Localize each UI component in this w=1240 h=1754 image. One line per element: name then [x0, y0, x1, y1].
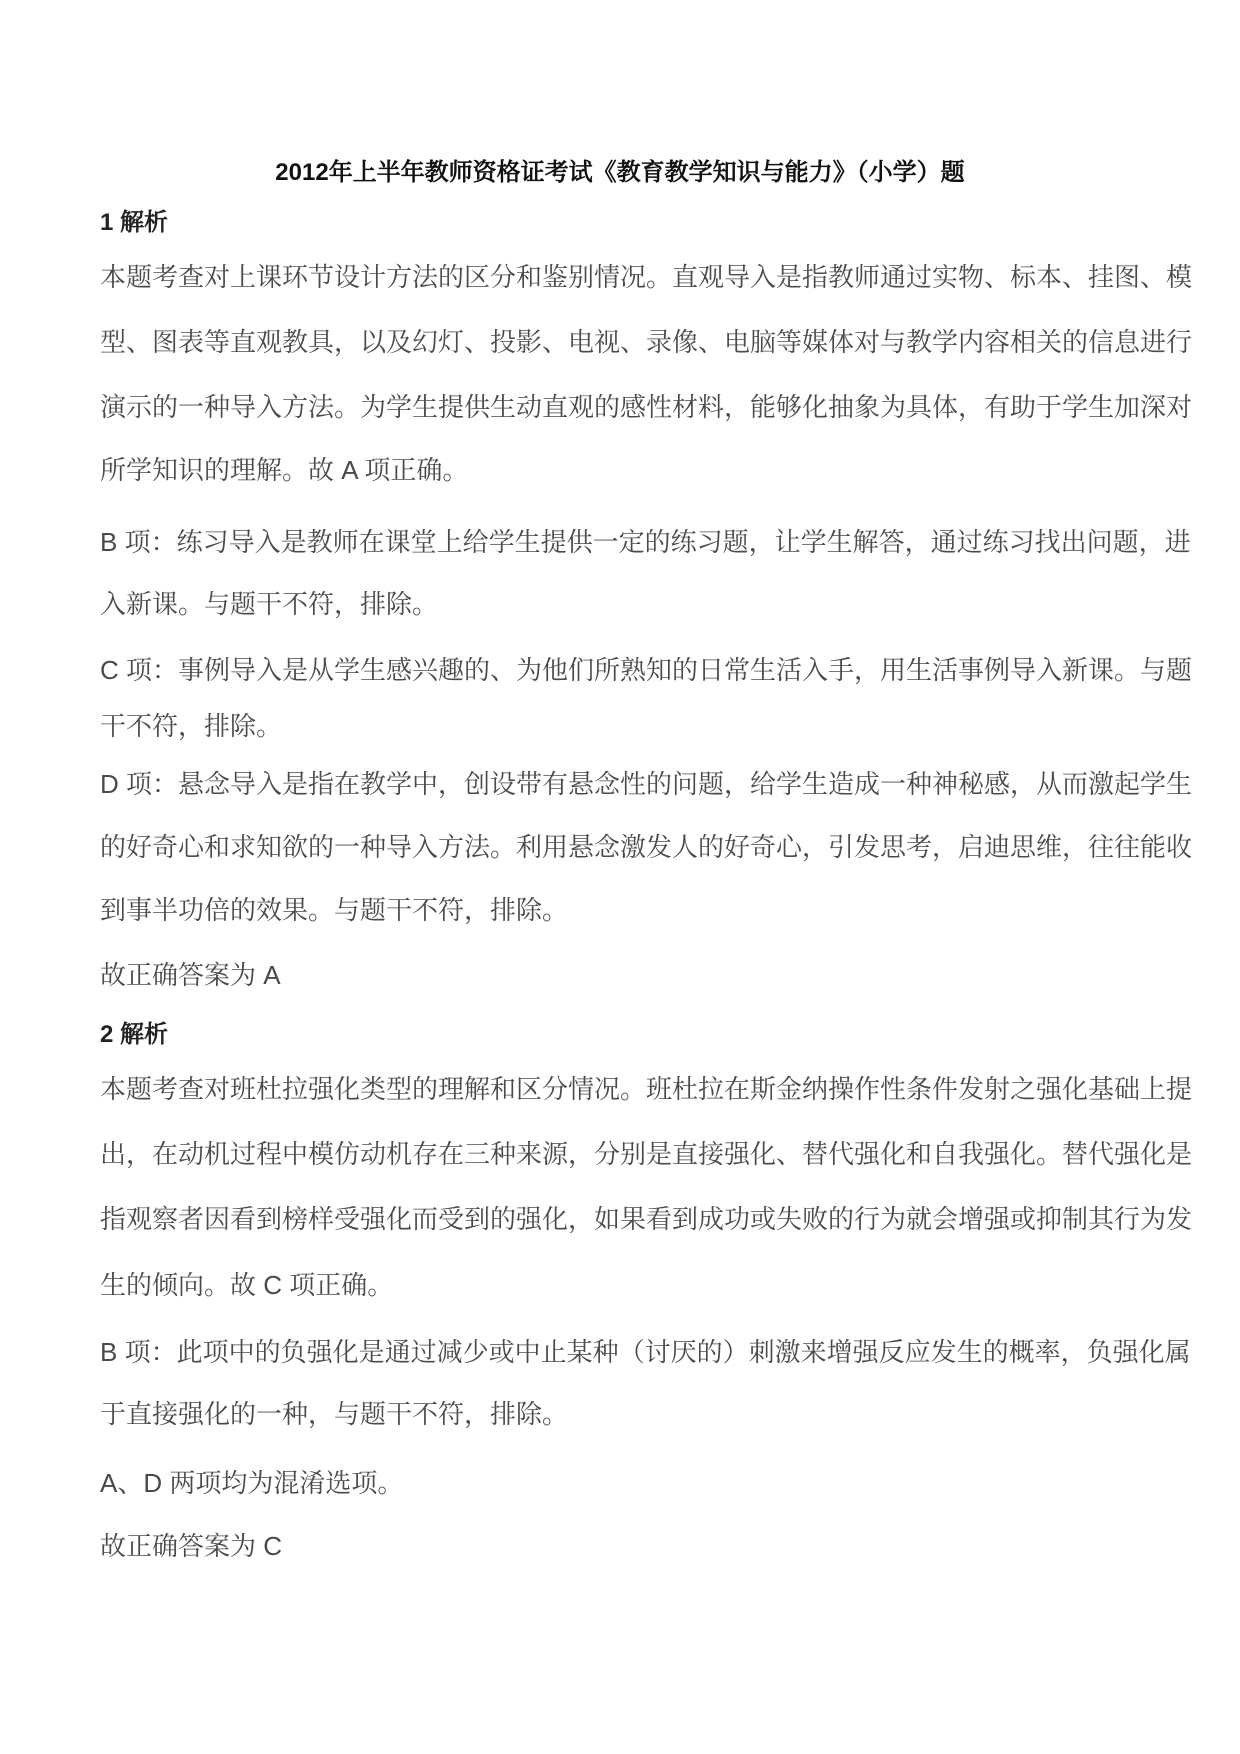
q2-paragraph-line: 出，在动机过程中模仿动机存在三种来源，分别是直接强化、替代强化和自我强化。替代强化是 — [100, 1139, 1193, 1169]
document-title: 2012年上半年教师资格证考试《教育教学知识与能力》（小学）题 — [275, 159, 965, 186]
q1-paragraph-line: 所学知识的理解。故 A 项正确。 — [100, 455, 469, 485]
q1-answer: 故正确答案为 A — [100, 960, 281, 990]
q2-heading: 2 解析 — [100, 1021, 169, 1048]
q2-option-b-line: B 项：此项中的负强化是通过减少或中止某种（讨厌的）刺激来增强反应发生的概率，负强化属 — [100, 1337, 1191, 1367]
q2-answer: 故正确答案为 C — [100, 1531, 283, 1561]
q1-option-b-line: B 项：练习导入是教师在课堂上给学生提供一定的练习题，让学生解答，通过练习找出问题，进 — [100, 527, 1191, 557]
q1-heading: 1 解析 — [100, 209, 169, 236]
q1-paragraph-line: 演示的一种导入方法。为学生提供生动直观的感性材料，能够化抽象为具体，有助于学生加深对 — [100, 392, 1193, 422]
q1-option-c-line: C 项：事例导入是从学生感兴趣的、为他们所熟知的日常生活入手，用生活事例导入新课。与题 — [100, 655, 1193, 685]
q1-paragraph-line: 本题考查对上课环节设计方法的区分和鉴别情况。直观导入是指教师通过实物、标本、挂图、模 — [100, 262, 1193, 292]
q1-option-d-line: 的好奇心和求知欲的一种导入方法。利用悬念激发人的好奇心，引发思考，启迪思维，往往能收 — [100, 832, 1193, 862]
q2-paragraph-line: 生的倾向。故 C 项正确。 — [100, 1270, 394, 1300]
q1-option-d-line: 到事半功倍的效果。与题干不符，排除。 — [100, 895, 569, 925]
q1-paragraph-line: 型、图表等直观教具，以及幻灯、投影、电视、录像、电脑等媒体对与教学内容相关的信息进行 — [100, 327, 1193, 357]
q2-paragraph-line: 本题考查对班杜拉强化类型的理解和区分情况。班杜拉在斯金纳操作性条件发射之强化基础上提 — [100, 1074, 1193, 1104]
q2-options-ad: A、D 两项均为混淆选项。 — [100, 1468, 404, 1498]
q1-option-d-line: D 项：悬念导入是指在教学中，创设带有悬念性的问题，给学生造成一种神秘感，从而激起学生 — [100, 769, 1193, 799]
q1-option-c-line: 干不符，排除。 — [100, 711, 283, 741]
q2-paragraph-line: 指观察者因看到榜样受强化而受到的强化，如果看到成功或失败的行为就会增强或抑制其行为发 — [100, 1204, 1193, 1234]
q1-option-b-line: 入新课。与题干不符，排除。 — [100, 589, 439, 619]
q2-option-b-line: 于直接强化的一种，与题干不符，排除。 — [100, 1399, 569, 1429]
